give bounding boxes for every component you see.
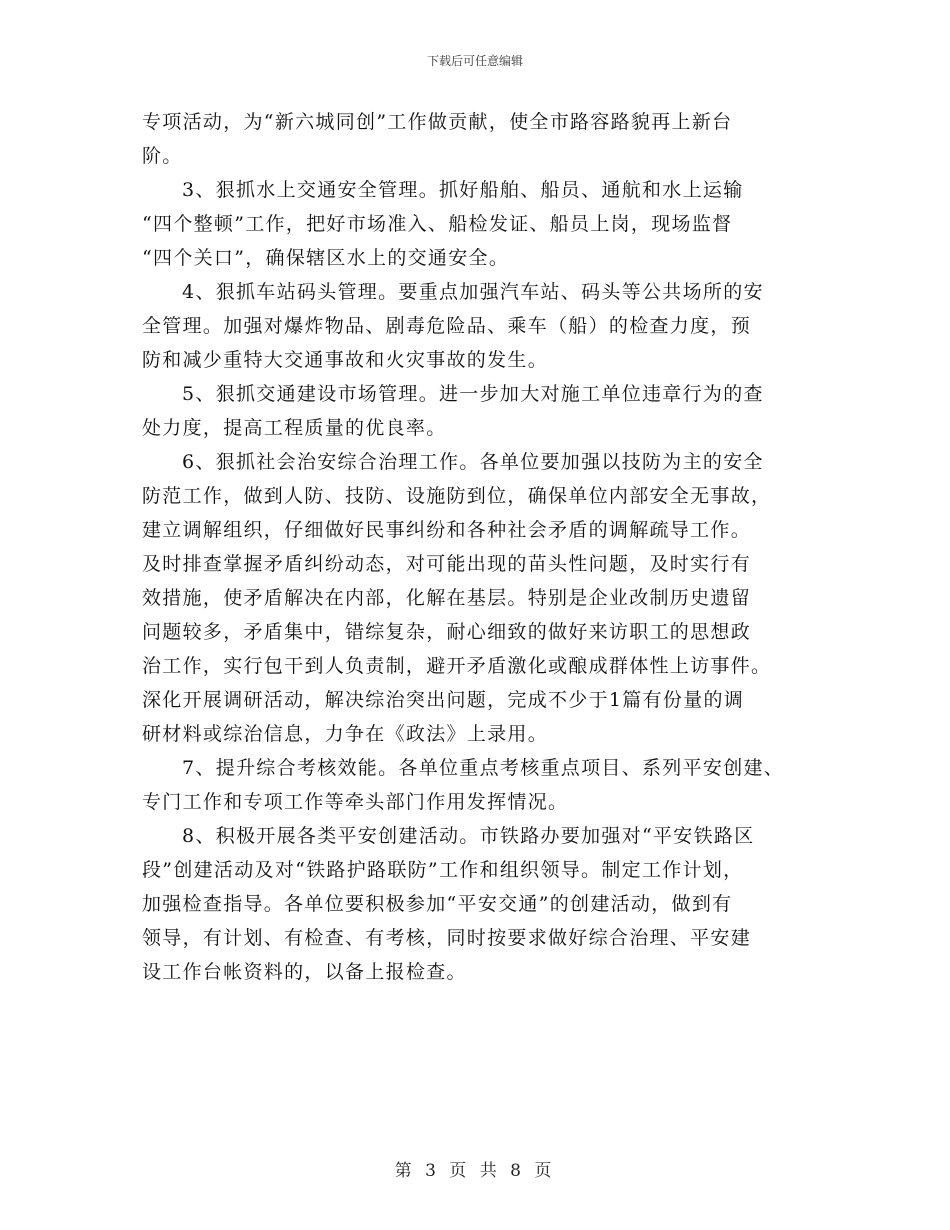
text-line: 全管理。加强对爆炸物品、剧毒危险品、乘车（船）的检查力度，预 xyxy=(142,315,752,337)
text-line: “四个整顿”工作，把好市场准入、船检发证、船员上岗，现场监督 xyxy=(142,213,733,235)
text-line: 专项活动，为“新六城同创”工作做贡献，使全市路容路貌再上新台 xyxy=(142,111,733,133)
text-line: 领导，有计划、有检查、有考核，同时按要求做好综合治理、平安建 xyxy=(142,927,752,949)
text-line: 治工作，实行包干到人负责制，避开矛盾激化或酿成群体性上访事件。 xyxy=(142,655,772,677)
text-line: 研材料或综治信息，力争在《政法》上录用。 xyxy=(142,723,549,745)
text-line: 及时排查掌握矛盾纠纷动态，对可能出现的苗头性问题，及时实行有 xyxy=(142,553,752,575)
text-line: 7、提升综合考核效能。各单位重点考核重点项目、系列平安创建、 xyxy=(182,757,785,779)
text-line: 专门工作和专项工作等牵头部门作用发挥情况。 xyxy=(142,791,569,813)
text-line: 加强检查指导。各单位要积极参加“平安交通”的创建活动，做到有 xyxy=(142,893,733,915)
text-line: 5、狠抓交通建设市场管理。进一步加大对施工单位违章行为的查 xyxy=(182,383,764,405)
text-line: 深化开展调研活动，解决综治突出问题，完成不少于1篇有份量的调 xyxy=(142,689,745,711)
text-line: 阶。 xyxy=(142,145,183,167)
text-line: 6、狠抓社会治安综合治理工作。各单位要加强以技防为主的安全 xyxy=(182,451,764,473)
text-line: 3、狠抓水上交通安全管理。抓好船舶、船员、通航和水上运输 xyxy=(182,179,744,201)
text-line: 4、狠抓车站码头管理。要重点加强汽车站、码头等公共场所的安 xyxy=(182,281,764,303)
text-line: 处力度，提高工程质量的优良率。 xyxy=(142,417,447,439)
text-line: 防和减少重特大交通事故和火灾事故的发生。 xyxy=(142,349,549,371)
text-line: “四个关口”，确保辖区水上的交通安全。 xyxy=(142,247,510,269)
text-line: 段”创建活动及对“铁路护路联防”工作和组织领导。制定工作计划， xyxy=(142,859,744,881)
text-line: 设工作台帐资料的，以备上报检查。 xyxy=(142,961,467,983)
text-line: 建立调解组织，仔细做好民事纠纷和各种社会矛盾的调解疏导工作。 xyxy=(142,519,752,541)
document-body xyxy=(142,105,822,989)
page-header: 下载后可任意编辑 xyxy=(426,54,523,68)
page-number: 第 3 页 共 8 页 xyxy=(394,1161,556,1181)
text-line: 效措施，使矛盾解决在内部，化解在基层。特别是企业改制历史遗留 xyxy=(142,587,752,609)
text-line: 8、积极开展各类平安创建活动。市铁路办要加强对“平安铁路区 xyxy=(182,825,755,847)
text-line: 防范工作，做到人防、技防、设施防到位，确保单位内部安全无事故， xyxy=(142,485,772,507)
text-line: 问题较多，矛盾集中，错综复杂，耐心细致的做好来访职工的思想政 xyxy=(142,621,752,643)
